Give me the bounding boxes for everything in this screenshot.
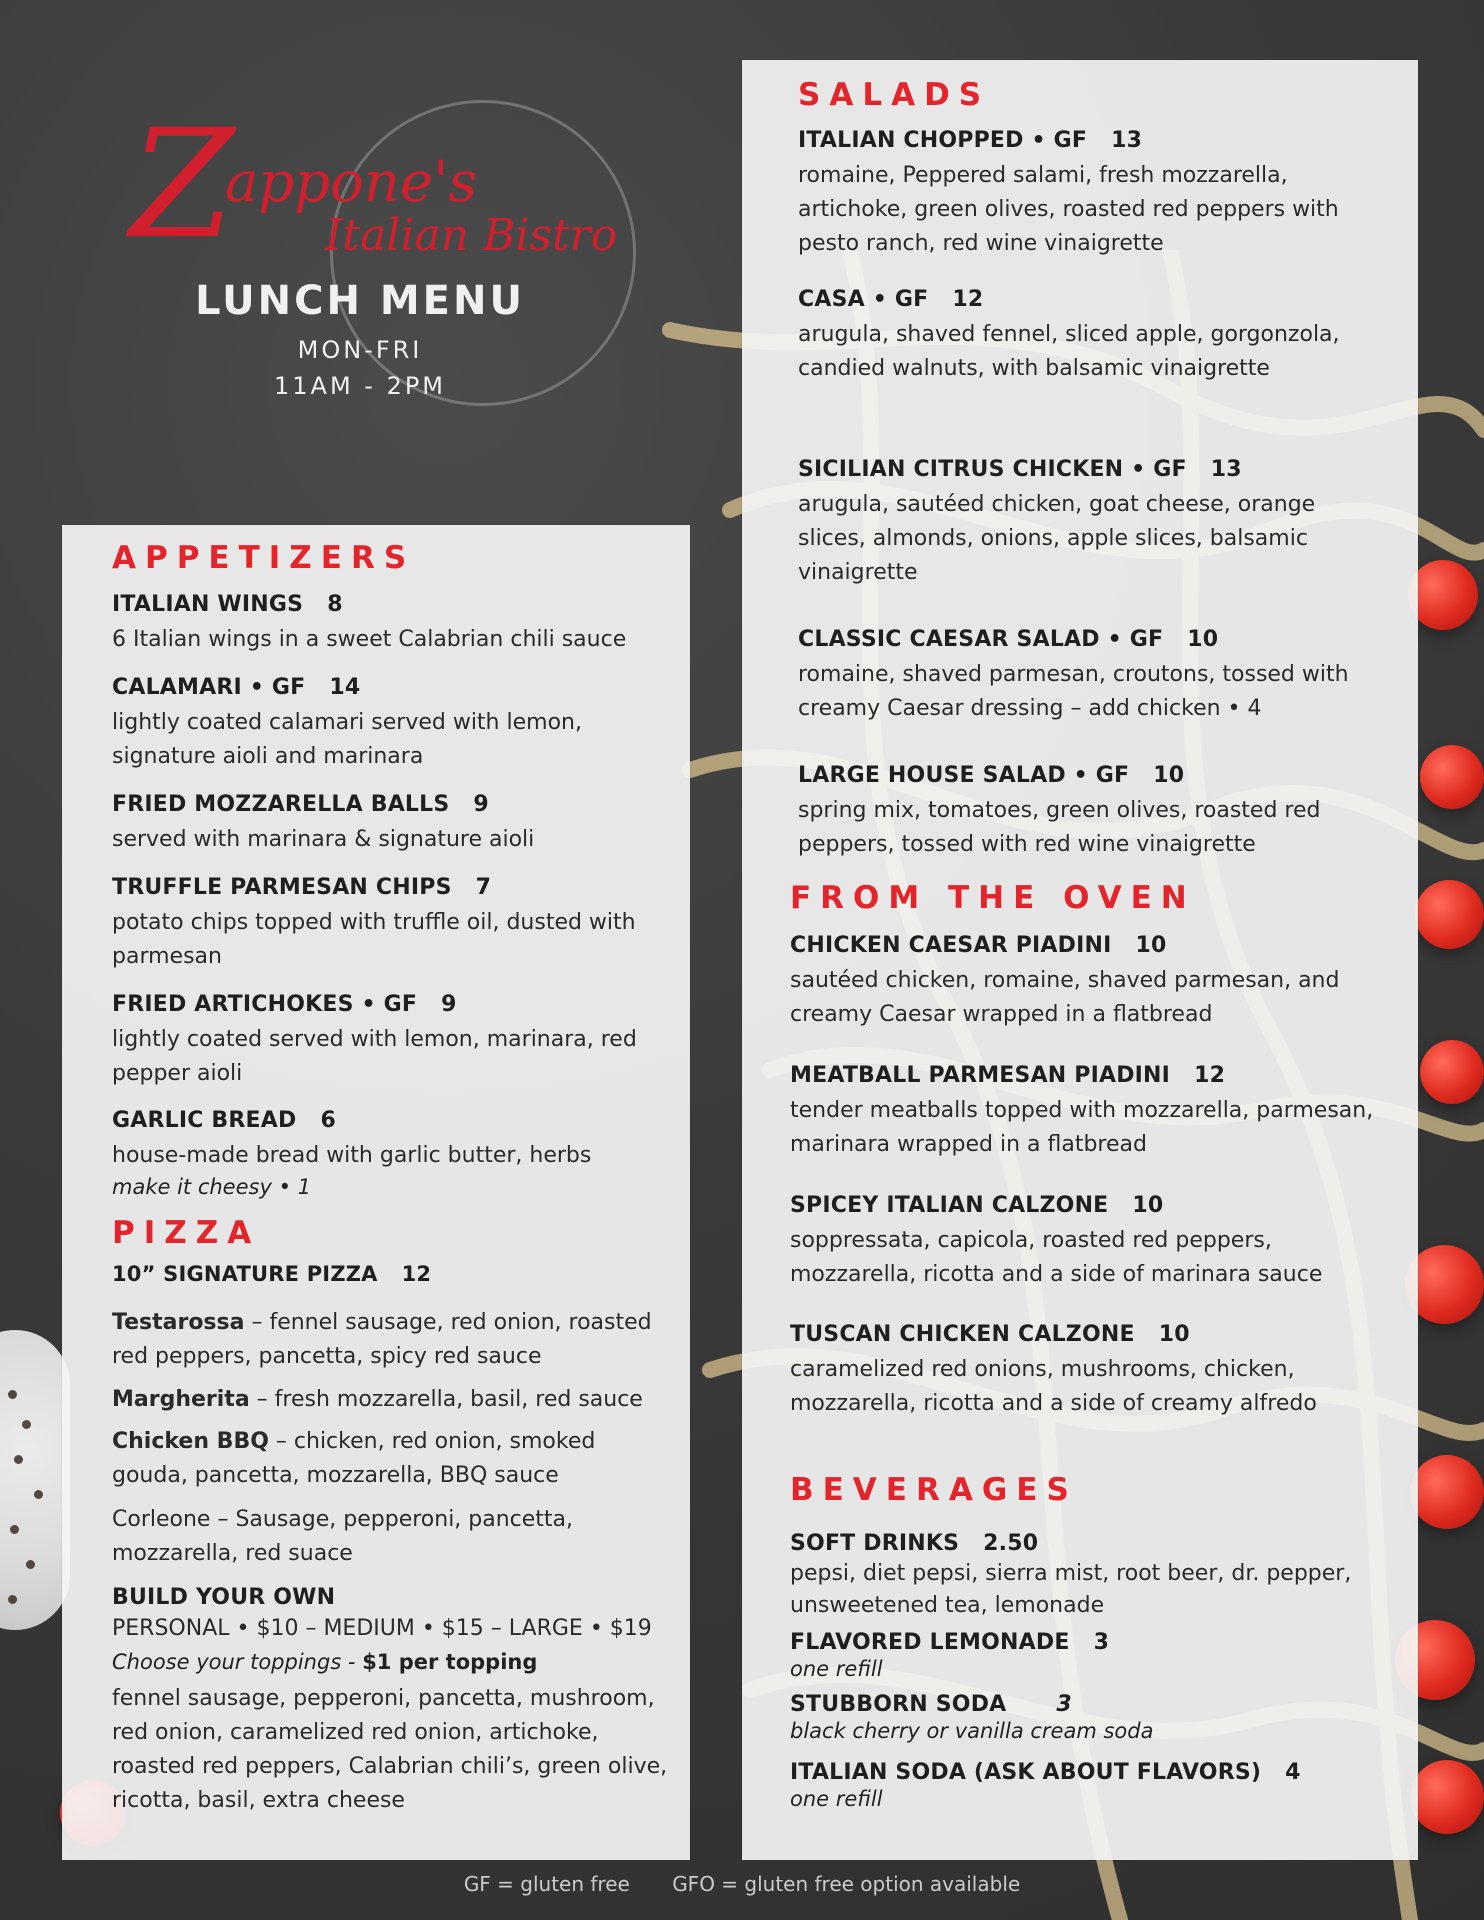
item-price: 8 (327, 592, 343, 617)
section-title-beverages: BEVERAGES (790, 1472, 1078, 1508)
logo-initial: Z (130, 98, 235, 272)
peppercorn (26, 1560, 35, 1569)
pizza-description: – fresh mozzarella, basil, red sauce (249, 1387, 643, 1412)
item-name: LARGE HOUSE SALAD • GF (798, 763, 1130, 788)
pizza-description: – fennel sausage, red onion, roasted red peppers, pancetta, spicy red sauce (112, 1310, 652, 1369)
menu-item (790, 1193, 1380, 1292)
pizza-type (112, 1306, 672, 1374)
item-description: served with marinara & signature aioli (112, 827, 535, 852)
item-name: ITALIAN WINGS (112, 592, 304, 617)
menu-item (112, 592, 672, 657)
byo-note-price: $1 per topping (362, 1650, 538, 1674)
item-price: 3 (1056, 1692, 1072, 1717)
menu-item (790, 1760, 1390, 1813)
peppercorn (8, 1595, 17, 1604)
item-price: 10 (1187, 627, 1219, 652)
item-price: 7 (475, 875, 492, 900)
item-price: 12 (952, 287, 984, 312)
item-name: SOFT DRINKS (790, 1531, 960, 1556)
gfo-legend: GFO = gluten free option available (672, 1872, 1021, 1896)
item-price: 6 (320, 1108, 336, 1133)
section-title-salads: SALADS (798, 77, 991, 113)
menu-item (112, 992, 672, 1091)
byo-note: Choose your toppings - (112, 1650, 363, 1674)
item-description: arugula, shaved fennel, sliced apple, gorgonzola, candied walnuts, with balsamic vinaigrette (798, 322, 1340, 381)
item-description: pepsi, diet pepsi, sierra mist, root beer, dr. pepper, unsweetened tea, lemonade (790, 1561, 1352, 1618)
menu-days: MON-FRI (297, 336, 423, 364)
menu-item (790, 1322, 1380, 1421)
menu-item (112, 1262, 672, 1286)
item-note: one refill (790, 1657, 883, 1681)
menu-item (790, 1630, 1380, 1683)
item-price: 9 (441, 992, 457, 1017)
peppercorn-bowl (0, 1330, 70, 1630)
item-note: make it cheesy • 1 (112, 1175, 311, 1199)
item-price: 9 (473, 792, 489, 817)
menu-item (112, 875, 672, 974)
menu-item (790, 1531, 1380, 1622)
pizza-description: – Sausage, pepperoni, pancetta, mozzarella, red suace (112, 1507, 574, 1566)
item-description: lightly coated calamari served with lemon, signature aioli and marinara (112, 710, 582, 769)
byo-title: BUILD YOUR OWN (112, 1585, 336, 1610)
menu-item (790, 1063, 1380, 1162)
item-name: CALAMARI • GF (112, 675, 306, 700)
item-price: 3 (1093, 1630, 1110, 1655)
item-price: 13 (1210, 457, 1242, 482)
item-price: 10 (1132, 1193, 1164, 1218)
menu-item (112, 1108, 672, 1201)
menu-item (798, 627, 1378, 726)
byo-toppings: fennel sausage, pepperoni, pancetta, mushroom, red onion, caramelized red onion, artichoke, roasted red peppers, Calabrian chili’s, green olive, ricotta, basil, extra cheese (112, 1686, 668, 1813)
footer-legend (0, 1872, 1484, 1896)
item-description: romaine, Peppered salami, fresh mozzarella, artichoke, green olives, roasted red peppers with pesto ranch, red wine vinaigrette (798, 163, 1339, 256)
item-description: house-made bread with garlic butter, herbs (112, 1143, 592, 1168)
pizza-type (112, 1383, 672, 1417)
item-description: arugula, sautéed chicken, goat cheese, orange slices, almonds, onions, apple slices, balsamic vinaigrette (798, 492, 1316, 585)
pizza-description: – chicken, red onion, smoked gouda, pancetta, mozzarella, BBQ sauce (112, 1429, 596, 1488)
tomato-8 (1410, 1760, 1484, 1834)
item-name: MEATBALL PARMESAN PIADINI (790, 1063, 1171, 1088)
item-price: 10 (1135, 933, 1167, 958)
item-price: 10 (1158, 1322, 1190, 1347)
item-name: CLASSIC CAESAR SALAD • GF (798, 627, 1164, 652)
item-price: 4 (1285, 1760, 1301, 1785)
item-note: black cherry or vanilla cream soda (790, 1719, 1154, 1743)
item-name: ITALIAN CHOPPED • GF (798, 128, 1088, 153)
item-name: 10” SIGNATURE PIZZA (112, 1262, 378, 1286)
menu-item (798, 287, 1378, 386)
peppercorn (10, 1525, 19, 1534)
item-name: ITALIAN SODA (ASK ABOUT FLAVORS) (790, 1760, 1262, 1785)
item-description: 6 Italian wings in a sweet Calabrian chili sauce (112, 627, 627, 652)
pizza-name: Corleone (112, 1507, 211, 1532)
item-description: spring mix, tomatoes, green olives, roasted red peppers, tossed with red wine vinaigrette (798, 798, 1321, 857)
menu-item (790, 933, 1380, 1032)
item-description: soppressata, capicola, roasted red peppers, mozzarella, ricotta and a side of marinara sauce (790, 1228, 1323, 1287)
item-price: 10 (1153, 763, 1185, 788)
item-price: 14 (329, 675, 361, 700)
peppercorn (22, 1420, 31, 1429)
build-your-own (112, 1585, 682, 1818)
pizza-name: Testarossa (112, 1310, 245, 1335)
tomato-3 (1415, 880, 1484, 949)
item-description: lightly coated served with lemon, marinara, red pepper aioli (112, 1027, 637, 1086)
tomato-2 (1420, 745, 1484, 809)
item-name: CASA • GF (798, 287, 929, 312)
pizza-type (112, 1425, 672, 1493)
section-title-pizza: PIZZA (112, 1215, 261, 1251)
menu-header (170, 278, 550, 400)
item-name: TRUFFLE PARMESAN CHIPS (112, 875, 452, 900)
item-name: FLAVORED LEMONADE (790, 1630, 1070, 1655)
item-name: STUBBORN SODA (790, 1692, 1007, 1717)
peppercorn (8, 1390, 17, 1399)
menu-item (798, 457, 1378, 590)
section-title-appetizers: APPETIZERS (112, 540, 416, 576)
item-price: 12 (1194, 1063, 1226, 1088)
item-name: CHICKEN CAESAR PIADINI (790, 933, 1112, 958)
item-note: one refill (790, 1787, 883, 1811)
pizza-type (112, 1503, 672, 1571)
logo-name: appone's (225, 150, 478, 215)
item-description: romaine, shaved parmesan, croutons, tossed with creamy Caesar dressing – add chicken • 4 (798, 662, 1349, 721)
item-price: 12 (401, 1262, 432, 1286)
menu-hours: 11AM - 2PM (273, 372, 447, 400)
logo-subtitle: Italian Bistro (325, 210, 618, 261)
item-name: FRIED MOZZARELLA BALLS (112, 792, 450, 817)
item-description: sautéed chicken, romaine, shaved parmesan, and creamy Caesar wrapped in a flatbread (790, 968, 1340, 1027)
item-description: potato chips topped with truffle oil, dusted with parmesan (112, 910, 636, 969)
item-description: tender meatballs topped with mozzarella, parmesan, marinara wrapped in a flatbread (790, 1098, 1374, 1157)
menu-title: LUNCH MENU (195, 278, 525, 324)
item-name: SPICEY ITALIAN CALZONE (790, 1193, 1109, 1218)
item-description: caramelized red onions, mushrooms, chicken, mozzarella, ricotta and a side of creamy alfredo (790, 1357, 1317, 1416)
tomato-4 (1420, 1040, 1484, 1104)
menu-item (790, 1692, 1380, 1745)
pizza-name: Margherita (112, 1387, 250, 1412)
tomato-1 (1408, 560, 1478, 630)
gf-legend: GF = gluten free (463, 1872, 630, 1896)
item-name: SICILIAN CITRUS CHICKEN • GF (798, 457, 1187, 482)
peppercorn (34, 1490, 43, 1499)
menu-item (798, 763, 1378, 862)
item-price: 2.50 (983, 1531, 1039, 1556)
byo-sizes: PERSONAL • $10 – MEDIUM • $15 – LARGE • $19 (112, 1616, 652, 1641)
tomato-6 (1410, 1455, 1484, 1529)
menu-item (112, 675, 672, 774)
item-name: FRIED ARTICHOKES • GF (112, 992, 418, 1017)
menu-item (798, 128, 1378, 261)
menu-item (112, 792, 672, 857)
peppercorn (14, 1455, 23, 1464)
pizza-name: Chicken BBQ (112, 1429, 269, 1454)
item-price: 13 (1111, 128, 1143, 153)
section-title-oven: FROM THE OVEN (790, 880, 1196, 916)
item-name: GARLIC BREAD (112, 1108, 297, 1133)
item-name: TUSCAN CHICKEN CALZONE (790, 1322, 1135, 1347)
